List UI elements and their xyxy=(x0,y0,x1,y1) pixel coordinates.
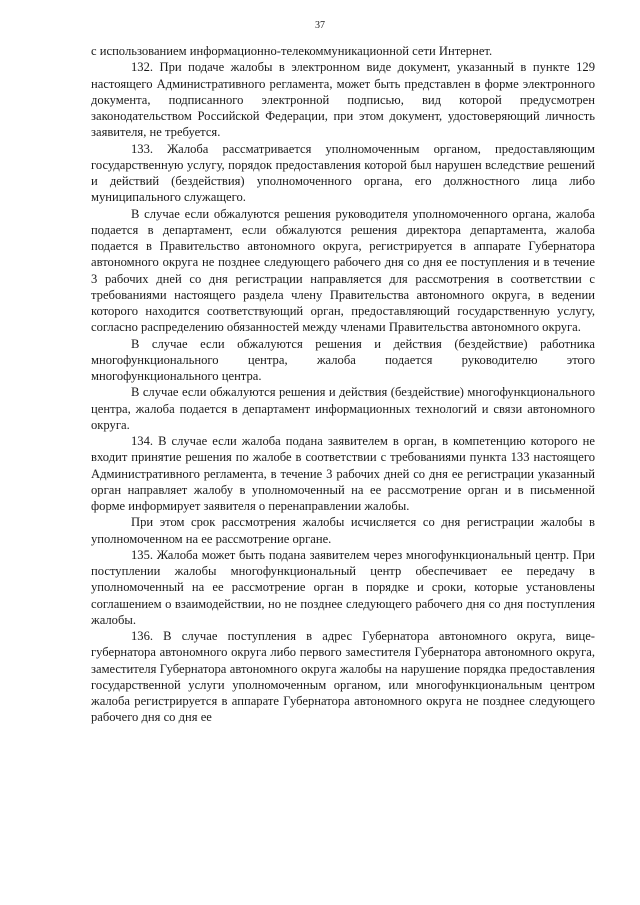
paragraph-133: 133. Жалоба рассматривается уполномоченным органом, предоставляющим государственную услугу, порядок предоставления которой был нарушен вследствие решений и действий (бездействия) уполномоченного органа, его должностного лица либо муниципального служащего. xyxy=(91,141,595,205)
paragraph-133-mfc-employee: В случае если обжалуются решения и действия (бездействие) работника многофункционального центра, жалоба подается руководителю этого многофункционального центра. xyxy=(91,336,595,383)
paragraph-134-term: При этом срок рассмотрения жалобы исчисляется со дня регистрации жалобы в уполномоченном на ее рассмотрение органе. xyxy=(91,515,595,546)
paragraph-135: 135. Жалоба может быть подана заявителем через многофункциональный центр. При поступлении жалобы многофункциональный центр обеспечивает ее передачу в уполномоченный на ее рассмотрение орган в порядке и сроки, которые установлены соглашением о взаимодействии, но не позднее следующего рабочего дня со дня поступления жалобы. xyxy=(91,547,595,627)
paragraph-continuation: с использованием информационно-телекоммуникационной сети Интернет. xyxy=(91,44,493,58)
document-body xyxy=(91,43,595,726)
paragraph-136: 136. В случае поступления в адрес Губернатора автономного округа, вице-губернатора автономного округа либо первого заместителя Губернатора автономного округа, заместителя Губернатора автономного округа жалобы на нарушение порядка предоставления государственной услуги уполномоченным органом, или многофункциональным центром жалоба регистрируется в аппарате Губернатора автономного округа не позднее следующего рабочего дня со дня ее xyxy=(91,629,595,725)
paragraph-132: 132. При подаче жалобы в электронном виде документ, указанный в пункте 129 настоящего Административного регламента, может быть представлен в форме электронного документа, подписанного электронной подписью, вид которой предусмотрен законодательством Российской Федерации, при этом документ, удостоверяющий личность заявителя, не требуется. xyxy=(91,60,595,140)
paragraph-133-appeal-department: В случае если обжалуются решения руководителя уполномоченного органа, жалоба подается в департамент, если обжалуются решения директора департамента, жалоба подается в Правительство автономного округа, регистрируется в аппарате Губернатора автономного округа не позднее следующего рабочего дня со дня ее поступления и в течение 3 рабочих дней со дня регистрации направляется для рассмотрения в соответствии с требованиями настоящего раздела члену Правительства автономного округа, в ведении которого находится соответствующий орган, предоставляющий государственную услугу, согласно распределению обязанностей между членами Правительства автономного округа. xyxy=(91,206,595,335)
paragraph-134: 134. В случае если жалоба подана заявителем в орган, в компетенцию которого не входит принятие решения по жалобе в соответствии с требованиями пункта 133 настоящего Административного регламента, в течение 3 рабочих дней со дня ее регистрации указанный орган направляет жалобу в уполномоченный на ее рассмотрение орган и в письменной форме информирует заявителя о перенаправлении жалобы. xyxy=(91,434,595,513)
paragraph-133-mfc: В случае если обжалуются решения и действия (бездействие) многофункционального центра, жалоба подается в департамент информационных технологий и связи автономного округа. xyxy=(91,385,595,432)
page-number: 37 xyxy=(315,20,325,31)
